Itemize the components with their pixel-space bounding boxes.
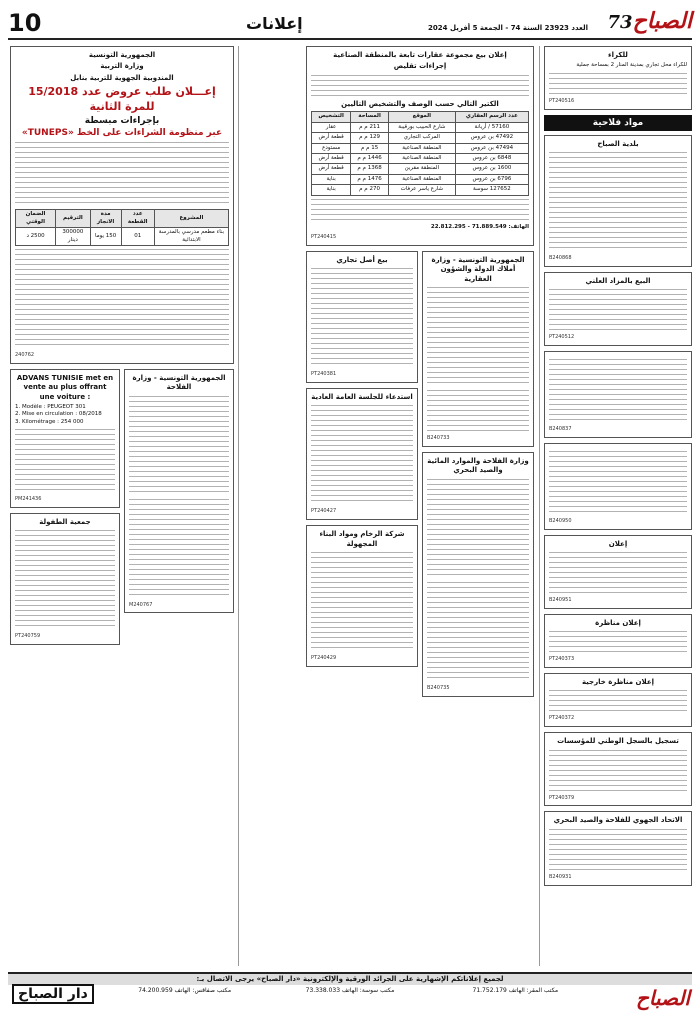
table-row	[312, 133, 529, 143]
ad-subtitle: إجراءات تقليص	[393, 62, 447, 71]
car-detail-item: 3. Kilométrage : 254 000	[15, 418, 84, 425]
page-header	[8, 8, 692, 40]
column-left	[10, 46, 234, 966]
ad-property-sale	[306, 46, 534, 246]
ad-ref: PT240759	[15, 633, 41, 640]
ad-4-8	[544, 732, 692, 806]
ad-title: جمعية الطفولة	[39, 518, 91, 527]
ad-title: إعلان مناظرة خارجية	[581, 678, 655, 686]
table-header: المشروع	[154, 210, 228, 228]
section-agri: مواد فلاحية	[544, 115, 692, 131]
ad-ref: PT240429	[311, 655, 337, 662]
ad-title: إعلان مناظرة	[595, 618, 641, 627]
ad-3-2	[422, 251, 534, 447]
table-cell: 127652 سوسة	[455, 185, 528, 195]
tender-platform: عبر منظومة الشراءات على الخط «TUNEPS»	[21, 128, 223, 139]
page-number: 10	[8, 9, 42, 37]
ad-country: الجمهورية التونسية	[88, 51, 156, 59]
table-cell: بناية	[312, 185, 351, 195]
table-cell: 6848 بن عروس	[455, 154, 528, 164]
table-cell: 300000 دينار	[56, 228, 91, 246]
table-cell: 1368 م م	[351, 164, 389, 174]
issue-info: العدد 23923 السنة 74 - الجمعة 5 أفريل 2024	[428, 24, 588, 32]
ad-ref: PT240427	[311, 508, 337, 515]
car-detail-item: 1. Modèle : PEUGEOT 301	[15, 404, 86, 411]
tender-table	[15, 209, 229, 246]
car-details	[15, 404, 115, 426]
table-cell: قطعة أرض	[312, 154, 351, 164]
table-cell: بناء مطعم مدرسي بالمدرسة الابتدائية	[154, 228, 228, 246]
table-cell: بناية	[312, 174, 351, 184]
ad-phone: الهاتف: 71.889.549 - 22.812.295	[430, 223, 529, 230]
ad-ref: M240767	[129, 601, 153, 608]
page-footer	[8, 972, 692, 1016]
table-header: التشخيص	[312, 112, 351, 122]
ad-ref: B240733	[427, 435, 450, 442]
ad-ref: PM241436	[15, 496, 42, 503]
ad-ref: PT240512	[549, 334, 575, 341]
table-row	[312, 143, 529, 153]
table-cell: 47492 بن عروس	[455, 133, 528, 143]
table-cell: مستودع	[312, 143, 351, 153]
ad-text: للكراء محل تجاري بمدينة المنار 2 بمساحة جملية	[576, 62, 687, 69]
column-right	[544, 46, 692, 966]
ad-ref: B240868	[549, 255, 572, 262]
ad-title: للكراء	[608, 51, 628, 59]
ad-4-9	[544, 811, 692, 885]
table-cell: 211 م م	[351, 122, 389, 132]
table-header: الضمان الوقتي	[16, 210, 56, 228]
table-row	[312, 185, 529, 195]
ad-ref: PT240415	[311, 234, 337, 241]
car-detail-item: 2. Mise en circulation : 08/2018	[15, 411, 102, 418]
ad-3-5	[306, 388, 418, 520]
ad-ref: B240931	[549, 873, 572, 880]
table-title: الكتير التالي حسب الوصف والتشخيص التاليين	[341, 99, 499, 108]
table-cell: 15 م م	[351, 143, 389, 153]
table-cell: 57160 / أريانة	[455, 122, 528, 132]
table-cell: 01	[121, 228, 154, 246]
table-cell: 1476 م م	[351, 174, 389, 184]
table-cell: 129 م م	[351, 133, 389, 143]
ad-ref: PT240516	[549, 97, 575, 104]
footer-bar: لجميع إعلاناتكم الإشهارية على الجرائد الورقية والإلكترونية «دار الصباح» يرجى الاتصال بـ:	[8, 974, 692, 985]
ad-3-6	[306, 525, 418, 667]
office-sousse: مكتب سوسة: الهاتف 73.338.033	[305, 987, 395, 995]
ad-ref: B240837	[549, 426, 572, 433]
table-cell: المنطقة الصناعية	[388, 154, 455, 164]
ad-ref: PT240373	[549, 656, 575, 663]
ad-title: الاتحاد الجهوي للفلاحة والصيد البحري	[553, 816, 683, 825]
table-row	[312, 174, 529, 184]
table-cell: المنطقة مقرين	[388, 164, 455, 174]
ad-title: شركة الرخام ومواد البناء المجهولة	[319, 530, 405, 548]
property-table	[311, 111, 529, 195]
section-title: إعلانات	[246, 13, 303, 33]
column-middle	[306, 46, 534, 966]
ad-ref: B240735	[427, 684, 450, 691]
column-divider	[539, 46, 540, 966]
ad-4-7	[544, 673, 692, 727]
ad-ref: B240950	[549, 517, 572, 524]
table-cell: 1446 م م	[351, 154, 389, 164]
table-cell: قطعة أرض	[312, 164, 351, 174]
newspaper-logo: 73الصباح	[607, 8, 692, 34]
ad-4-5	[544, 535, 692, 609]
table-header: الموقع	[388, 112, 455, 122]
table-cell: عقار	[312, 122, 351, 132]
ad-ministry: وزارة التربية	[100, 62, 144, 71]
ad-3-3	[306, 251, 418, 383]
ad-ref: 240762	[15, 351, 35, 358]
ad-3-4	[422, 452, 534, 697]
table-cell: شارع الحبيب بورقيبة	[388, 122, 455, 132]
ad-title: إعلان بيع مجموعة عقارات تابعة بالمنطقة الصناعية	[333, 51, 507, 59]
table-cell: 150 يوما	[90, 228, 121, 246]
table-row	[312, 154, 529, 164]
ad-direction: المندوبية الجهوية للتربية بنابل	[70, 73, 174, 82]
ad-4-6	[544, 614, 692, 668]
table-cell: 270 م م	[351, 185, 389, 195]
ad-ref: B240951	[549, 597, 572, 604]
table-header: عدد القطعة	[121, 210, 154, 228]
table-header: عدد الرسم العقاري	[455, 112, 528, 122]
column-divider	[238, 46, 239, 966]
table-cell: قطعة أرض	[312, 133, 351, 143]
tender-title: إعـــلان طلب عروض عدد 15/2018 للمرة الثانية	[28, 85, 216, 114]
ad-ref: PT240379	[549, 794, 575, 801]
ad-title: بيع أصل تجاري	[336, 255, 388, 264]
ad-4-3	[544, 351, 692, 438]
table-header: المساحة	[351, 112, 389, 122]
table-header: الترقيم	[56, 210, 91, 228]
table-cell: المنطقة الصناعية	[388, 174, 455, 184]
office-main: مكتب المقر: الهاتف 71.752.179	[472, 987, 559, 995]
ad-title: إعلان	[608, 539, 628, 548]
table-row	[312, 122, 529, 132]
footer-logo: الصباح	[635, 986, 690, 1010]
ad-ref: PT240372	[549, 715, 575, 722]
ad-4-1	[544, 135, 692, 267]
table-cell: 2500 د	[16, 228, 56, 246]
tender-subtitle: بإجراءات مبسطة	[84, 116, 160, 126]
ad-title: بلدية الصباح	[597, 139, 639, 148]
table-row	[312, 164, 529, 174]
office-sfax: مكتب صفاقس: الهاتف 74.200.959	[138, 987, 232, 995]
table-cell: 47494 بن عروس	[455, 143, 528, 153]
ad-title: تسجيل بالسجل الوطني للمؤسسات	[557, 737, 679, 746]
ad-title: وزارة الفلاحة والموارد المائية والصيد البحري	[427, 456, 529, 475]
table-cell: 6796 بن عروس	[455, 174, 528, 184]
ad-1-3	[124, 369, 234, 614]
table-cell: المنطقة الصناعية	[388, 143, 455, 153]
ad-title: البيع بالمزاد العلني	[585, 276, 651, 285]
ad-tender	[10, 46, 234, 364]
ad-1-4	[10, 513, 120, 645]
ad-title: استدعاء للجلسة العامة العادية	[311, 393, 413, 402]
ad-title: الجمهورية التونسية - وزارة الفلاحة	[132, 373, 226, 392]
ad-4-2	[544, 272, 692, 346]
ad-rent	[544, 46, 692, 110]
table-header: مدة الانجاز	[90, 210, 121, 228]
table-cell: شارع ياسر عرفات	[388, 185, 455, 195]
ad-4-4	[544, 443, 692, 530]
ad-title: الجمهورية التونسية - وزارة أملاك الدولة والشؤون العقارية	[431, 255, 525, 283]
ad-advans	[10, 369, 120, 508]
table-cell: المركب التجاري	[388, 133, 455, 143]
dar-assabah-logo: دار الصباح	[12, 984, 94, 1004]
ad-ref: PT240381	[311, 371, 337, 378]
ad-title: ADVANS TUNISIE met en vente au plus offrant une voiture :	[16, 373, 114, 401]
table-cell: 1600 بن عروس	[455, 164, 528, 174]
